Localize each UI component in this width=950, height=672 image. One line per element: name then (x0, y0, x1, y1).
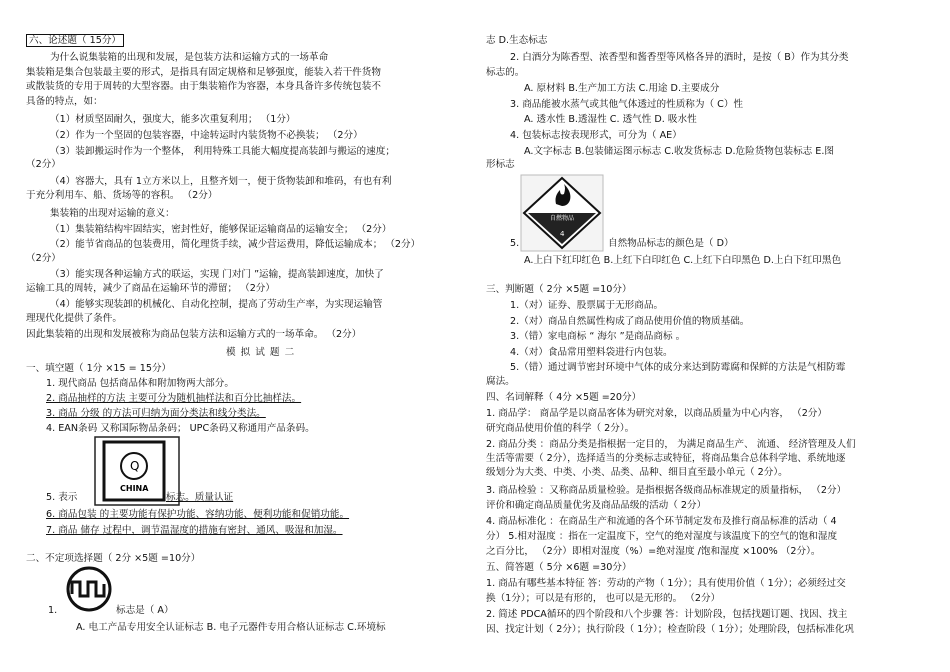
choice-item: 5. (510, 238, 520, 249)
section-2-heading: 二、不定项选择题（ 2分 ×5题 =10分） (26, 553, 201, 564)
answer-line: 或散装货的专用于周转的大型容器。由于集装箱作为容器，本身具备许多传统包装不 (26, 81, 381, 92)
answer-line: （2分） (26, 253, 61, 264)
term-item: 3. 商品检验 ：又称商品质量检验。是指根据各级商品标准规定的质量指标， （2分） (486, 485, 847, 496)
choice-item: 2. 白酒分为陈香型、浓香型和酱香型等风格各异的酒时，是按（ B）作为其分类 (510, 52, 849, 63)
term-item: 评价和确定商品质量优劣及商品品级的活动（ 2分） (486, 500, 707, 511)
fill-item-answer: 标志。质量认证 (166, 492, 234, 503)
judge-item: 1.（对）证券、股票属于无形商品。 (510, 300, 664, 311)
answer-line: （2分） (26, 159, 61, 170)
term-item: 研究商品使用价值的科学（ 2分）。 (486, 423, 635, 434)
choice-options: 形标志 (486, 159, 515, 170)
answer-line: 理现代化提供了条件。 (26, 313, 122, 324)
answer-line: （4）容器大，具有 1立方米以上，且整齐划一，便于货物装卸和堆码，有也有利 (50, 176, 392, 187)
term-item: 2. 商品分类 ：商品分类是指根据一定目的， 为满足商品生产、 流通、 经济管理及人们 (486, 439, 856, 450)
choice-item: 自然物品标志的颜色是（ D） (608, 238, 734, 249)
term-item: 级划分为大类、中类、小类、品类、品种、细目直至最小单元（ 2分）。 (486, 467, 788, 478)
fill-item: 4. EAN条码 又称国际物品条码； UPC条码又称通用产品条码。 (46, 423, 315, 434)
answer-line: 运输工具的周转，减少了商品在运输环节的滞留； （2分） (26, 283, 275, 294)
choice-options: A. 原材料 B.生产加工方法 C.用途 D.主要成分 (524, 83, 720, 94)
spontaneous-combustion-hazard-icon (520, 174, 604, 252)
section-3-heading: 三、判断题（ 2分 ×5题 =10分） (486, 284, 632, 295)
svg-text:Q: Q (130, 459, 140, 473)
svg-text:自燃物品: 自燃物品 (550, 215, 575, 222)
section-5-heading: 五、简答题（ 5分 ×6题 =30分） (486, 562, 632, 573)
fill-item: 6. 商品包装 的主要功能有保护功能、容纳功能、便利功能和促销功能。 (46, 509, 350, 520)
answer-line: （4）能够实现装卸的机械化、自动化控制，提高了劳动生产率，为实现运输管 (50, 299, 383, 310)
judge-item: 2.（对）商品自然属性构成了商品使用价值的物质基础。 (510, 316, 750, 327)
answer-line: 于充分利用车、船、货场等的容积。 （2分） (26, 190, 218, 201)
term-item: 1. 商品学： 商品学是以商品客体为研究对象，以商品质量为中心内容， （2分） (486, 408, 827, 419)
choice-options: A. 电工产品专用安全认证标志 B. 电子元器件专用合格认证标志 C.环境标 (76, 622, 386, 633)
judge-item: 4.（对）食品常用塑料袋进行内包装。 (510, 347, 673, 358)
short-answer-item: 换（1分）；可以是有形的， 也可以是无形的。 （2分） (486, 593, 721, 604)
svg-text:CHINA: CHINA (120, 484, 149, 493)
answer-line: （3）装卸搬运时作为一个整体， 利用特殊工具能大幅度提高装卸与搬运的速度； (50, 146, 395, 157)
choice-item: 4. 包装标志按表现形式，可分为（ AE） (510, 130, 682, 141)
choice-options: A.文字标志 B.包装储运图示标志 C.收发货标志 D.危险货物包装标志 E.图 (524, 146, 835, 157)
choice-options: A. 透水性 B.透湿性 C. 透气性 D. 吸水性 (524, 114, 697, 125)
answer-line: （2）作为一个坚固的包装容器，中途转运时内装货物不必换装； （2分） (50, 130, 363, 141)
judge-item: 腐法。 (486, 376, 515, 387)
choice-options: 志 D.生态标志 (486, 35, 548, 46)
short-answer-item: 1. 商品有哪些基本特征 答：劳动的产物（ 1分）；具有使用价值（ 1分）；必须经过交 (486, 578, 846, 589)
svg-text:4: 4 (560, 230, 565, 238)
answer-line: 集装箱是集合包装最主要的形式，是指具有固定规格和足够强度，能装入若干件货物 (26, 67, 381, 78)
judge-item: 3.（错）家电商标 “ 海尔 ”是商品商标 。 (510, 331, 686, 342)
fill-item: 2. 商品抽样的方法 主要可分为随机抽样法和百分比抽样法。 (46, 393, 302, 404)
choice-options: A.上白下红印红色 B.上红下白印红色 C.上红下白印黑色 D.上白下红印黑色 (524, 255, 842, 266)
term-item: 4. 商品标准化 ：在商品生产和流通的各个环节制定发布及推行商品标准的活动（ 4 (486, 516, 837, 527)
answer-line: （1）材质坚固耐久，强度大，能多次重复利用； （1分） (50, 114, 296, 125)
choice-item: 标志的。 (486, 67, 525, 78)
short-answer-item: 因、找定计划（ 2分）；执行阶段（ 1分）；检查阶段（ 1分）；处理阶段，包括标准化巩 (486, 624, 855, 635)
choice-item: 3. 商品能被水蒸气或其他气体透过的性质称为（ C）性 (510, 99, 744, 110)
choice-item: 1. (48, 605, 58, 616)
answer-line: 具备的特点，如： (26, 96, 103, 107)
answer-line: 集装箱的出现对运输的意义： (50, 208, 175, 219)
choice-item: 标志是（ A） (116, 605, 174, 616)
answer-line: （1）集装箱结构牢固结实，密封性好，能够保证运输商品的运输安全； （2分） (50, 224, 392, 235)
term-item: 分） 5.相对湿度 ：指在一定温度下，空气的绝对湿度与该温度下的空气的饱和湿度 (486, 531, 838, 542)
section-4-heading: 四、名词解释（ 4分 ×5题 =20分） (486, 392, 642, 403)
judge-item: 5.（错）通过调节密封环境中气体的成分来达到防霉腐和保鲜的方法是气相防霉 (510, 362, 846, 373)
answer-line: （3）能实现各种运输方式的联运，实现 门对门 ”运输，提高装卸速度，加快了 (50, 269, 384, 280)
short-answer-item: 2. 简述 PDCA循环的四个阶段和八个步骤 答：计划阶段，包括找题订题、找因、找主 (486, 609, 848, 620)
answer-line: 因此集装箱的出现和发展被称为商品包装方法和运输方式的一场革命。 （2分） (26, 329, 362, 340)
electrical-safety-cert-icon (62, 566, 116, 612)
fill-item: 1. 现代商品 包括商品体和附加物两大部分。 (46, 378, 234, 389)
term-item: 之百分比， （2分）即相对湿度（%）=绝对湿度 /饱和湿度 ×100% （2分）。 (486, 546, 821, 557)
term-item: 生活等需要（ 2分），选择适当的分类标志或特征，将商品集合总体科学地、系统地逐 (486, 453, 846, 464)
section-6-heading: 六、论述题（ 15分） (26, 34, 124, 47)
exam-title: 模 拟 试 题 二 (226, 347, 296, 358)
fill-item: 5. 表示 (46, 492, 78, 503)
question-text: 为什么说集装箱的出现和发展，是包装方法和运输方式的一场革命 (50, 52, 329, 63)
fill-item: 3. 商品 分级 的方法可归纳为面分类法和线分类法。 (46, 408, 266, 419)
answer-line: （2）能节省商品的包装费用，简化理货手续，减少营运费用，降低运输成本； （2分） (50, 239, 421, 250)
fill-item: 7. 商品 储存 过程中，调节温湿度的措施有密封、通风、吸湿和加湿。 (46, 525, 343, 536)
section-1-heading: 一、填空题（ 1分 ×15 = 15分） (26, 363, 172, 374)
